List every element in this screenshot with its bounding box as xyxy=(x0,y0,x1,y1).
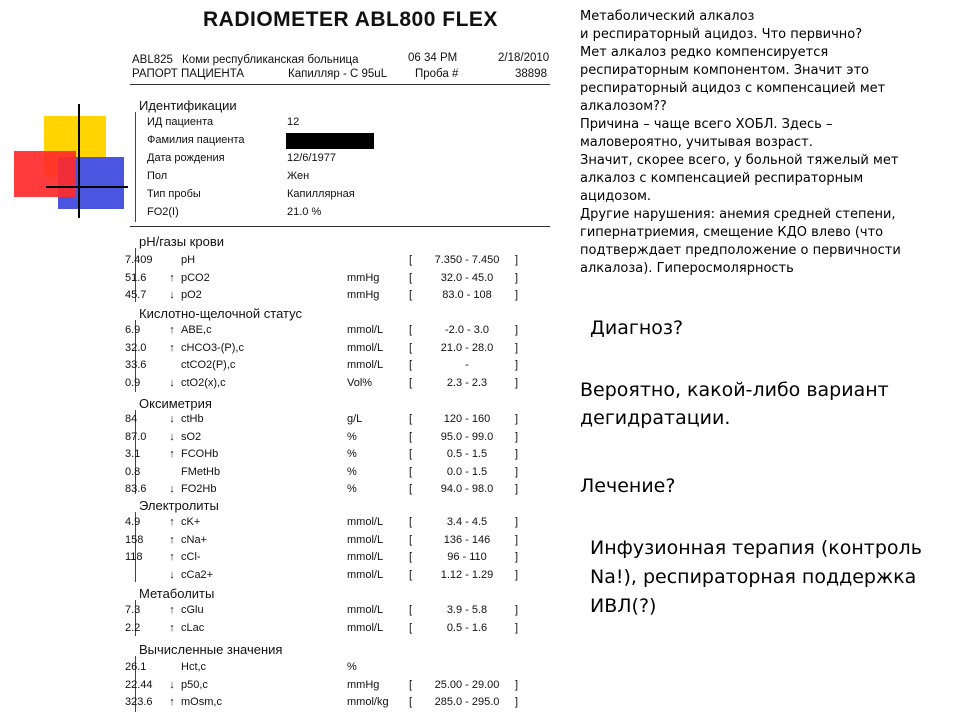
identification-label: Пол xyxy=(147,170,168,182)
identification-label: FO2(I) xyxy=(147,206,179,218)
identification-label: Тип пробы xyxy=(147,188,201,200)
treatment-question: Лечение? xyxy=(580,475,676,497)
lab-lb: [ xyxy=(409,254,413,266)
lab-lb: [ xyxy=(409,271,413,284)
lab-rb: ] xyxy=(515,430,519,443)
lab-value: 26.1 xyxy=(125,661,147,673)
lab-rb: ] xyxy=(515,448,519,460)
lab-row xyxy=(125,342,565,358)
section-heading: Электролиты xyxy=(139,498,219,513)
lab-rb: ] xyxy=(515,289,519,301)
lab-row xyxy=(125,679,565,695)
lab-rb: ] xyxy=(515,551,519,563)
lab-rb: ] xyxy=(515,413,519,425)
lab-name: cCa2+ xyxy=(181,568,214,581)
lab-row xyxy=(125,569,565,585)
lab-value: 7.3 xyxy=(125,604,141,616)
header-divider xyxy=(130,84,550,85)
lab-rb: ] xyxy=(515,324,519,336)
lab-arrow: ↑ xyxy=(169,551,175,563)
lab-range: 32.0 - 45.0 xyxy=(440,271,494,284)
lab-range: 7.350 - 7.450 xyxy=(434,254,500,266)
lab-lb: [ xyxy=(409,289,413,301)
lab-unit: mmol/L xyxy=(347,359,384,371)
lab-row xyxy=(125,661,565,677)
lab-value: 4.9 xyxy=(125,516,141,528)
lab-lb: [ xyxy=(409,448,413,460)
lab-name: cHCO3-(P),c xyxy=(181,341,244,354)
section-heading: pH/газы крови xyxy=(139,234,225,249)
lab-range: 120 - 160 xyxy=(443,413,491,425)
lab-arrow: ↓ xyxy=(169,413,175,425)
lab-rb: ] xyxy=(515,359,519,371)
lab-name: FMetHb xyxy=(181,465,221,478)
lab-arrow: ↑ xyxy=(169,696,175,708)
lab-arrow: ↓ xyxy=(169,568,175,581)
blood-gas-report xyxy=(125,0,565,720)
lab-name: cLac xyxy=(181,621,205,634)
lab-name: p50,c xyxy=(181,678,208,691)
lab-row xyxy=(125,448,565,464)
lab-lb: [ xyxy=(409,465,413,478)
identification-value: 21.0 % xyxy=(287,206,322,218)
lab-name: cCl- xyxy=(181,551,201,563)
lab-unit: g/L xyxy=(347,413,363,425)
lab-unit: mmol/L xyxy=(347,604,384,616)
lab-lb: [ xyxy=(409,696,413,708)
lab-lb: [ xyxy=(409,483,413,495)
lab-unit: mmol/L xyxy=(347,516,384,528)
lab-row xyxy=(125,696,565,712)
lab-value: 33.6 xyxy=(125,359,147,371)
lab-row xyxy=(125,466,565,482)
identification-value: 12 xyxy=(287,116,300,128)
lab-unit: Vol% xyxy=(347,376,373,389)
redacted-name-bar xyxy=(286,133,374,149)
lab-value: 158 xyxy=(125,533,144,546)
lab-lb: [ xyxy=(409,324,413,336)
lab-range: 25.00 - 29.00 xyxy=(434,678,500,691)
lab-value: 87.0 xyxy=(125,430,147,443)
lab-unit: % xyxy=(347,661,357,673)
note-line: Метаболический алкалоз xyxy=(580,9,755,24)
lab-unit: mmHg xyxy=(347,289,380,301)
lab-range: 3.4 - 4.5 xyxy=(446,516,488,528)
report-date: 2/18/2010 xyxy=(498,52,550,64)
report-time: 06 34 PM xyxy=(408,52,458,64)
lab-value: 22.44 xyxy=(125,678,153,691)
lab-arrow: ↓ xyxy=(169,430,175,443)
lab-row xyxy=(125,359,565,375)
lab-value: 0.8 xyxy=(125,465,141,478)
lab-rb: ] xyxy=(515,533,519,546)
lab-arrow: ↑ xyxy=(169,604,175,616)
device-id: ABL825 xyxy=(132,54,173,66)
lab-lb: [ xyxy=(409,359,413,371)
section-heading: Вычисленные значения xyxy=(139,642,283,657)
lab-value: 3.1 xyxy=(125,448,141,460)
lab-range: 83.0 - 108 xyxy=(442,289,492,301)
lab-range: 0.5 - 1.5 xyxy=(446,448,488,460)
decor-horizontal-line xyxy=(46,186,128,188)
lab-lb: [ xyxy=(409,533,413,546)
lab-lb: [ xyxy=(409,678,413,691)
lab-range: 0.5 - 1.6 xyxy=(446,621,488,634)
lab-lb: [ xyxy=(409,568,413,581)
lab-unit: mmHg xyxy=(347,678,380,691)
lab-range: - xyxy=(465,359,469,371)
lab-range: 285.0 - 295.0 xyxy=(434,696,500,708)
lab-rb: ] xyxy=(515,254,519,266)
lab-arrow: ↑ xyxy=(169,516,175,528)
lab-unit: mmol/kg xyxy=(347,696,389,708)
note-line: Причина – чаще всего ХОБЛ. Здесь – маловероятно, учитывая возраст. xyxy=(580,117,833,150)
identification-value: Капиллярная xyxy=(287,188,355,200)
section-heading: Метаболиты xyxy=(139,586,215,601)
lab-rb: ] xyxy=(515,341,519,354)
lab-name: cNa+ xyxy=(181,533,207,546)
lab-arrow: ↑ xyxy=(169,621,175,634)
lab-rb: ] xyxy=(515,465,519,478)
lab-range: 136 - 146 xyxy=(443,533,491,546)
identification-value: 12/6/1977 xyxy=(287,152,336,164)
lab-value: 0.9 xyxy=(125,376,141,389)
identification-label: ИД пациента xyxy=(147,116,214,128)
lab-unit: mmol/L xyxy=(347,533,384,546)
lab-range: 95.0 - 99.0 xyxy=(440,430,494,443)
sample-label: Проба # xyxy=(415,68,459,80)
lab-unit: mmHg xyxy=(347,271,380,284)
note-line: и респираторный ацидоз. Что первично? xyxy=(580,27,863,42)
identification-divider xyxy=(130,226,550,227)
lab-arrow: ↑ xyxy=(169,341,175,354)
lab-value: 118 xyxy=(125,551,143,563)
lab-row xyxy=(125,254,565,270)
report-label: РАПОРТ ПАЦИЕНТА xyxy=(132,68,245,80)
lab-row xyxy=(125,431,565,447)
lab-name: ABE,c xyxy=(181,324,212,336)
lab-range: 1.12 - 1.29 xyxy=(440,568,494,581)
lab-unit: mmol/L xyxy=(347,568,384,581)
lab-row xyxy=(125,604,565,620)
hospital-name: Коми республиканская больница xyxy=(182,54,359,66)
lab-rb: ] xyxy=(515,678,519,691)
lab-name: Hct,c xyxy=(181,661,207,673)
sample-number: 38898 xyxy=(515,68,547,80)
lab-arrow: ↑ xyxy=(169,324,175,336)
lab-name: FO2Hb xyxy=(181,483,217,495)
lab-name: ctO2(x),c xyxy=(181,376,226,389)
lab-row xyxy=(125,534,565,550)
lab-arrow: ↓ xyxy=(169,678,175,691)
commentary-notes xyxy=(580,8,925,278)
lab-row xyxy=(125,622,565,638)
lab-value: 7.409 xyxy=(125,254,153,266)
lab-name: cK+ xyxy=(181,516,201,528)
lab-row xyxy=(125,516,565,532)
lab-row xyxy=(125,324,565,340)
lab-value: 45.7 xyxy=(125,289,147,301)
lab-name: mOsm,c xyxy=(181,696,222,708)
note-line: Другие нарушения: анемия средней степени, гипернатриемия, смещение КДО влево (что подтверждает предположение о первичности алкалоза). Гиперосмолярность xyxy=(580,207,901,276)
lab-name: pCO2 xyxy=(181,271,210,284)
lab-value: 323.6 xyxy=(125,696,153,708)
lab-name: sO2 xyxy=(181,430,202,443)
lab-lb: [ xyxy=(409,376,413,389)
lab-rb: ] xyxy=(515,696,519,708)
lab-row xyxy=(125,551,565,567)
lab-arrow: ↑ xyxy=(169,271,175,284)
lab-name: ctCO2(P),c xyxy=(181,359,236,371)
lab-unit: % xyxy=(347,465,357,478)
lab-rb: ] xyxy=(515,516,519,528)
lab-row xyxy=(125,413,565,429)
lab-lb: [ xyxy=(409,341,413,354)
diagnosis-question: Диагноз? xyxy=(590,317,684,339)
lab-range: 94.0 - 98.0 xyxy=(440,483,494,495)
lab-range: 21.0 - 28.0 xyxy=(440,341,494,354)
lab-value: 84 xyxy=(125,413,138,425)
lab-lb: [ xyxy=(409,430,413,443)
section-heading: Оксиметрия xyxy=(139,396,212,411)
lab-range: 3.9 - 5.8 xyxy=(446,604,488,616)
treatment-answer: Инфузионная терапия (контроль Na!), респираторная поддержка ИВЛ(?) xyxy=(590,537,922,617)
lab-name: ctHb xyxy=(181,413,204,425)
lab-rb: ] xyxy=(515,568,519,581)
lab-arrow: ↑ xyxy=(169,533,175,546)
lab-arrow: ↑ xyxy=(169,448,175,460)
identification-value: Жен xyxy=(287,170,310,182)
lab-name: cGlu xyxy=(181,604,204,616)
lab-name: pH xyxy=(181,254,196,266)
lab-lb: [ xyxy=(409,413,413,425)
report-title: RADIOMETER ABL800 FLEX xyxy=(203,8,498,31)
lab-value: 32.0 xyxy=(125,341,147,354)
lab-rb: ] xyxy=(515,376,519,389)
diagnosis-answer: Вероятно, какой-либо вариант дегидратации. xyxy=(580,379,889,429)
lab-value: 2.2 xyxy=(125,621,141,634)
identification-label: Фамилия пациента xyxy=(147,134,245,146)
lab-lb: [ xyxy=(409,551,413,563)
identification-heading: Идентификации xyxy=(139,98,237,113)
lab-row xyxy=(125,289,565,305)
decor-red-square xyxy=(14,151,76,197)
lab-unit: mmol/L xyxy=(347,621,384,634)
lab-rb: ] xyxy=(515,604,519,616)
lab-row xyxy=(125,483,565,499)
lab-range: 96 - 110 xyxy=(447,551,487,563)
lab-arrow: ↓ xyxy=(169,289,175,301)
lab-value: 51.6 xyxy=(125,271,147,284)
lab-name: FCOHb xyxy=(181,448,219,460)
identification-bracket xyxy=(135,112,136,222)
lab-row xyxy=(125,272,565,288)
identification-label: Дата рождения xyxy=(147,152,225,164)
lab-arrow: ↓ xyxy=(169,376,175,389)
lab-name: pO2 xyxy=(181,289,202,301)
lab-unit: % xyxy=(347,430,357,443)
section-heading: Кислотно-щелочной статус xyxy=(139,306,302,321)
lab-unit: % xyxy=(347,483,357,495)
lab-lb: [ xyxy=(409,516,413,528)
note-line: Значит, скорее всего, у больной тяжелый мет алкалоз с компенсацией респираторным ацидозом. xyxy=(580,153,899,204)
lab-range: 2.3 - 2.3 xyxy=(446,376,488,389)
lab-row xyxy=(125,377,565,393)
note-line: Мет алкалоз редко компенсируется респираторным компонентом. Значит это респираторный ацидоз с компенсацией мет алкалозом?? xyxy=(580,45,886,114)
lab-unit: mmol/L xyxy=(347,341,384,354)
lab-value: 6.9 xyxy=(125,324,141,336)
lab-lb: [ xyxy=(409,621,413,634)
lab-value: 83.6 xyxy=(125,483,147,495)
lab-rb: ] xyxy=(515,271,519,284)
lab-unit: mmol/L xyxy=(347,324,384,336)
lab-rb: ] xyxy=(515,621,519,634)
lab-rb: ] xyxy=(515,483,519,495)
sample-type-line: Капилляр - С 95uL xyxy=(288,68,388,80)
decor-vertical-line xyxy=(78,104,80,218)
lab-unit: % xyxy=(347,448,357,460)
lab-arrow: ↓ xyxy=(169,483,175,495)
lab-range: 0.0 - 1.5 xyxy=(446,465,488,478)
lab-range: -2.0 - 3.0 xyxy=(444,324,490,336)
lab-lb: [ xyxy=(409,604,413,616)
lab-unit: mmol/L xyxy=(347,551,384,563)
